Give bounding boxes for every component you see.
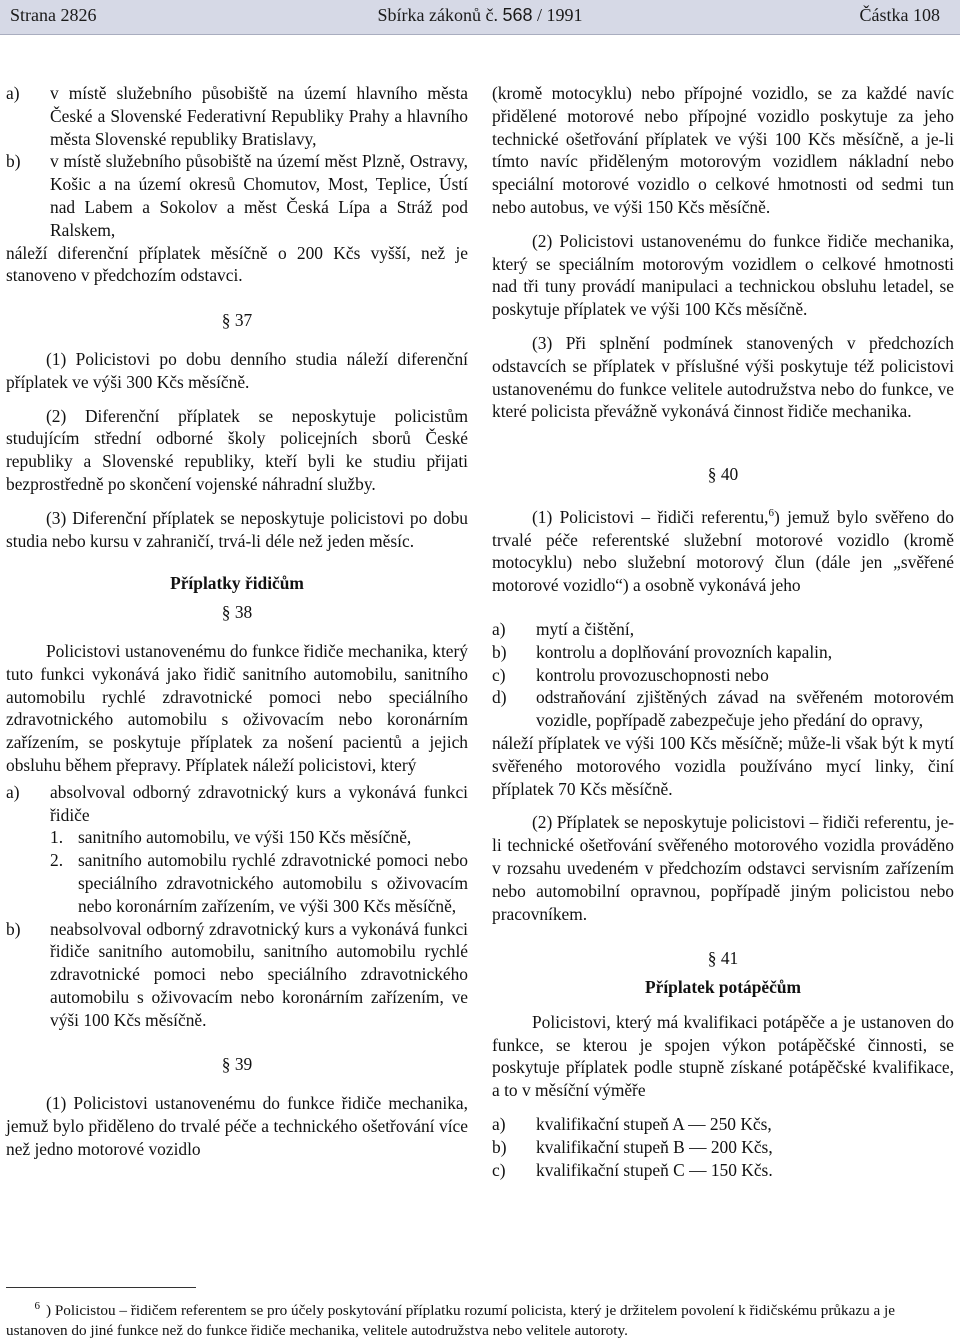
list-text: kontrolu provozuschopnosti nebo xyxy=(536,664,769,685)
list-label: b) xyxy=(6,151,21,172)
footnote-number: 6 xyxy=(34,1300,40,1312)
list-item xyxy=(6,918,468,1032)
paragraph: (3) Při splnění podmínek stanovených v předchozích odstavcích se příplatek v příslušné výši poskytuje též policistovi ustanovenému do funkce velitele autodružstva nebo do funkce, ve které policista převážně vykonává činnost řidiče mechanika. xyxy=(492,332,954,422)
list-label: 2. xyxy=(50,850,64,871)
section-heading: Příplatky řidičům xyxy=(170,573,304,594)
list-text: sanitního automobilu, ve výši 150 Kčs měsíčně, xyxy=(78,827,412,848)
list-item xyxy=(6,82,468,150)
sub-list-item xyxy=(50,826,468,849)
section-number: § 40 xyxy=(707,464,739,485)
list-item xyxy=(492,641,954,664)
paragraph: (2) Příplatek se neposkytuje policistovi – řidiči referentu, je-li technické ošetřování svěřeného motorového vozidla prováděno v rozsahu uvedeném v předchozím odstavci servisním zařízením nebo automobilní opravnou, popřípadě jiným policistou nebo pracovníkem. xyxy=(492,812,954,924)
list-text: sanitního automobilu rychlé zdravotnické pomoci nebo speciálního zdravotnického automobilu s oživovacím nebo koronárním zařízením, ve výši 300 Kčs měsíčně, xyxy=(78,850,468,916)
list-text: mytí a čištění, xyxy=(536,618,635,639)
collection-prefix: Sbírka zákonů č. xyxy=(377,5,503,25)
text-run: (1) Policistovi – řidiči referentu, xyxy=(532,506,769,527)
section-number: § 37 xyxy=(221,310,253,331)
list-text: kvalifikační stupeň A — 250 Kčs, xyxy=(536,1114,772,1135)
footnote xyxy=(6,1296,954,1341)
text-run: ) jemuž bylo svěřeno do trvalé péče referentské služební motorové vozidlo (kromě motocyklu) nebo služební motorový člun (dále jen „svěřené motorové vozidlo“) a osobně vykonává jeho xyxy=(492,506,954,596)
list-item xyxy=(492,664,954,687)
paragraph: (1) Policistovi po dobu denního studia náleží diferenční příplatek ve výši 300 Kčs měsíčně. xyxy=(6,348,468,392)
collection-title xyxy=(0,5,960,26)
page-header xyxy=(0,0,960,35)
list-text: kvalifikační stupeň B — 200 Kčs, xyxy=(536,1136,773,1157)
section-number: § 38 xyxy=(221,602,253,623)
paragraph: náleží diferenční příplatek měsíčně o 200 Kčs vyšší, než je stanoveno v předchozím odstavci. xyxy=(6,242,468,286)
list-label: b) xyxy=(492,1136,507,1157)
footnote-mark xyxy=(6,1296,46,1321)
list-text: v místě služebního působiště na území měst Plzně, Ostravy, Košic a na území okresů Chomutov, Most, Teplice, Ústí nad Labem a Sokolov a měst Česká Lípa a Stráž pod Ralskem, xyxy=(50,151,468,240)
list-item xyxy=(492,1159,954,1182)
right-column xyxy=(492,82,954,1181)
list-label: b) xyxy=(492,641,507,662)
section-heading: Příplatek potápěčům xyxy=(644,977,802,998)
list-item xyxy=(492,618,954,641)
paragraph: (kromě motocyklu) nebo přípojné vozidlo, se za každé navíc přidělené motorové nebo přípojné vozidlo poskytuje za jeho technické ošetřování příplatek ve výši 100 Kčs měsíčně, a je-li tímto navíc přiděleným motorovým vozidlem nákladní nebo speciální motorové vozidlo o celkové hmotnosti od sedmi tun nebo autobus, ve výši 150 Kčs měsíčně. xyxy=(492,83,954,217)
law-number: 568 xyxy=(502,5,533,25)
page-number: Strana 2826 xyxy=(10,5,97,25)
section-number: § 39 xyxy=(221,1054,253,1075)
list-label: b) xyxy=(6,918,21,939)
list-label: a) xyxy=(6,781,20,802)
list-text: kontrolu a doplňování provozních kapalin, xyxy=(536,641,833,662)
list-text: odstraňování zjištěných závad na svěřeném motorovém vozidle, popřípadě zabezpečuje jeho předání do opravy, xyxy=(536,687,954,731)
paragraph: Policistovi, který má kvalifikaci potápěče a je ustanoven do funkce, se kterou je spojen výkon potápěčské činnosti, se poskytuje příplatek podle stupně získané potápěčské kvalifikace, a to v měsíční výměře xyxy=(492,1011,954,1101)
list-item xyxy=(6,150,468,241)
list-text: neabsolvoval odborný zdravotnický kurs a vykonává funkci řidiče sanitního automobilu, sanitního automobilu rychlé zdravotnické pomoci nebo speciálního zdravotnického automobilu s oživovacím nebo koronárním zařízením, ve výši 100 Kčs měsíčně. xyxy=(50,918,468,1030)
list-text: absolvoval odborný zdravotnický kurs a vykonává funkci řidiče xyxy=(50,781,468,825)
paragraph: náleží příplatek ve výši 100 Kčs měsíčně; může-li však být k mytí svěřeného motorového vozidla používáno mycí linky, činí příplatek 70 Kčs měsíčně. xyxy=(492,732,954,799)
paragraph: (2) Diferenční příplatek se neposkytuje policistům studujícím střední odborné školy policejních sborů České republiky a Slovenské republiky, kteří byli ke studiu přijati bezprostředně po skončení vojenské náhradní služby. xyxy=(6,405,468,494)
list-label: a) xyxy=(492,618,506,639)
footnote-text: ) Policistou – řidičem referentem se pro účely poskytování příplatku rozumí policista, který je držitelem povolení k řidičskému průkazu a je ustanoven do jiné funkce než do funkce řidiče mechanika, velitele autodružstva nebo velitele autoroty. xyxy=(6,1302,895,1340)
paragraph xyxy=(492,502,954,597)
paragraph: (1) Policistovi ustanovenému do funkce řidiče mechanika, jemuž bylo přiděleno do trvalé péče a technického ošetřování více než jedno motorové vozidlo xyxy=(6,1093,468,1159)
list-label: d) xyxy=(492,687,507,708)
list-item xyxy=(6,781,468,827)
issue-number: Částka 108 xyxy=(859,5,940,25)
section-number: § 41 xyxy=(707,948,739,969)
list-label: a) xyxy=(492,1114,506,1135)
paragraph: Policistovi ustanovenému do funkce řidiče mechanika, který tuto funkci vykonává jako řidič sanitního automobilu, sanitního automobilu rychlé zdravotnické pomoci nebo speciálního zdravotnického automobilu s oživovacím nebo koronárním zařízením, se poskytuje příplatek za nošení pacientů a jejich obsluhu během přepravy. Příplatek náleží policistovi, který xyxy=(6,640,468,775)
footnote-divider xyxy=(6,1287,196,1288)
list-label: c) xyxy=(492,1159,506,1180)
list-text: v místě služebního působiště na území hlavního města České a Slovenské Federativní Republiky Prahy a hlavního města Slovenské republiky Bratislavy, xyxy=(50,83,468,149)
list-label: c) xyxy=(492,664,506,685)
spacer xyxy=(492,608,954,618)
footnote-ref: 6 xyxy=(768,506,774,519)
list-label: 1. xyxy=(50,827,64,848)
paragraph: (3) Diferenční příplatek se neposkytuje policistovi po dobu studia nebo kursu v zahraničí, trvá-li déle než jeden měsíc. xyxy=(6,507,468,551)
collection-year: / 1991 xyxy=(532,5,583,25)
list-text: kvalifikační stupeň C — 150 Kčs. xyxy=(536,1159,773,1180)
list-item xyxy=(492,686,954,732)
sub-list-item xyxy=(50,849,468,917)
list-item xyxy=(492,1113,954,1136)
list-label: a) xyxy=(6,83,20,103)
paragraph: (2) Policistovi ustanovenému do funkce řidiče mechanika, který se speciálním motorovým vozidlem o celkové hmotnosti nad tři tuny provádí manipulaci a technickou obsluhu letadel, se poskytuje příplatek ve výši 100 Kčs měsíčně. xyxy=(492,230,954,320)
list-item xyxy=(492,1136,954,1159)
left-column xyxy=(6,82,468,1172)
